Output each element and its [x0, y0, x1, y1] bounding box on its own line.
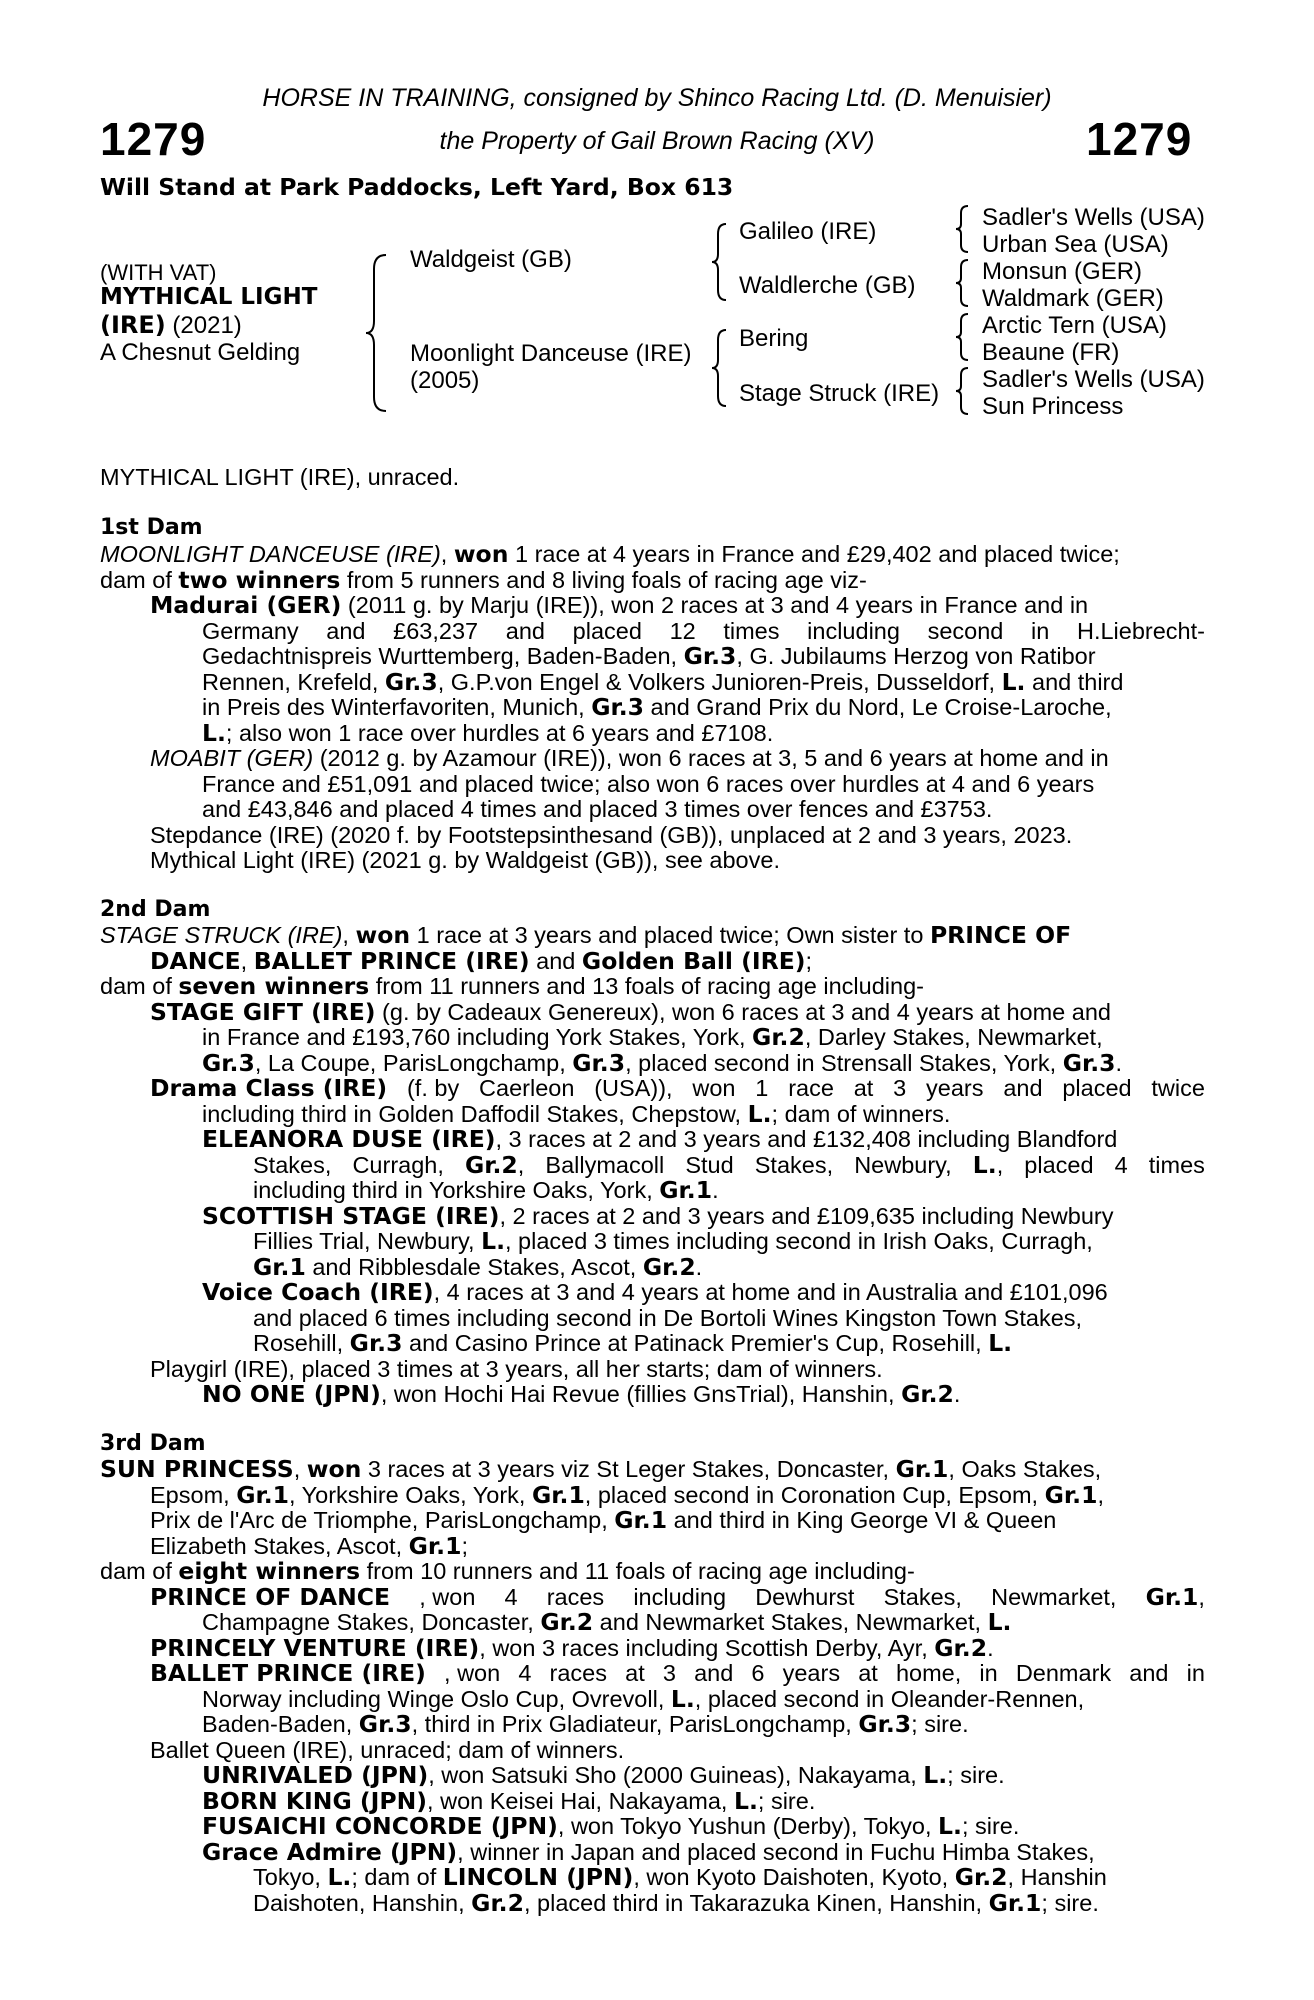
sire-dam: Waldlerche (GB)	[739, 272, 916, 299]
text-line: Playgirl (IRE), placed 3 times at 3 years, all her starts; dam of winners.	[150, 1356, 883, 1382]
text-line: France and £51,091 and placed twice; also won 6 races over hurdles at 4 and 6 years	[202, 771, 1095, 797]
text-line: Rosehill, Gr.3 and Casino Prince at Patinack Premier's Cup, Rosehill, L.	[253, 1329, 1013, 1357]
gg-7: Sadler's Wells (USA)	[982, 366, 1205, 393]
gg-1: Sadler's Wells (USA)	[982, 204, 1205, 231]
horse-description: A Chesnut Gelding	[100, 339, 301, 366]
gg-6: Beaune (FR)	[982, 339, 1120, 366]
text-line: in France and £193,760 including York Stakes, York, Gr.2, Darley Stakes, Newmarket,	[202, 1023, 1103, 1051]
text-line: Grace Admire (JPN), winner in Japan and placed second in Fuchu Himba Stakes,	[202, 1838, 1095, 1866]
text-line: SCOTTISH STAGE (IRE), 2 races at 2 and 3 years and £109,635 including Newbury	[202, 1202, 1114, 1230]
text-line: Champagne Stakes, Doncaster, Gr.2 and Newmarket Stakes, Newmarket, L.	[202, 1608, 1012, 1636]
text-line: BORN KING (JPN), won Keisei Hai, Nakayama, L.; sire.	[202, 1787, 816, 1815]
gg-8: Sun Princess	[982, 393, 1124, 420]
dam-sire: Bering	[739, 325, 809, 352]
horse-country: (IRE)	[100, 311, 166, 339]
sire-dam-brace	[366, 253, 390, 413]
text-line: in Preis des Winterfavoriten, Munich, Gr.3 and Grand Prix du Nord, Le Croise-Laroche,	[202, 693, 1112, 721]
text-line: BALLET PRINCE (IRE) , won 4 races at 3 and 6 years at home, in Denmark and in	[150, 1659, 1205, 1687]
sire-sire: Galileo (IRE)	[739, 218, 877, 245]
text-line: Stakes, Curragh, Gr.2, Ballymacoll Stud Stakes, Newbury, L., placed 4 times	[253, 1151, 1205, 1179]
gg-3: Monsun (GER)	[982, 258, 1143, 285]
text-line: Rennen, Krefeld, Gr.3, G.P.von Engel & Volkers Junioren-Preis, Dusseldorf, L. and third	[202, 668, 1124, 696]
g-brace-4	[956, 366, 970, 416]
dam-year: (2005)	[410, 367, 480, 394]
stand-location: Will Stand at Park Paddocks, Left Yard, Box 613	[100, 173, 734, 201]
text-line: Voice Coach (IRE), 4 races at 3 and 4 years at home and in Australia and £101,096	[202, 1278, 1108, 1306]
g-brace-1	[956, 204, 970, 254]
text-line: dam of seven winners from 11 runners and 13 foals of racing age including-	[100, 972, 924, 1000]
text-line: Drama Class (IRE) (f. by Caerleon (USA)), won 1 race at 3 years and placed twice	[150, 1074, 1205, 1102]
g-brace-3	[956, 312, 970, 362]
text-line: Tokyo, L.; dam of LINCOLN (JPN), won Kyoto Daishoten, Kyoto, Gr.2, Hanshin	[253, 1863, 1107, 1891]
property-line: the Property of Gail Brown Racing (XV)	[439, 127, 875, 155]
section-heading: 3rd Dam	[100, 1431, 206, 1456]
consignor-line: HORSE IN TRAINING, consigned by Shinco Racing Ltd. (D. Menuisier)	[262, 84, 1052, 112]
text-line: Stepdance (IRE) (2020 f. by Footstepsinthesand (GB)), unplaced at 2 and 3 years, 2023.	[150, 822, 1073, 848]
text-line: Fillies Trial, Newbury, L., placed 3 times including second in Irish Oaks, Curragh,	[253, 1227, 1093, 1255]
text-line: and £43,846 and placed 4 times and placed 3 times over fences and £3753.	[202, 796, 993, 822]
dam-dam: Stage Struck (IRE)	[739, 380, 940, 407]
sire-parents-brace	[712, 222, 730, 302]
text-line: Mythical Light (IRE) (2021 g. by Waldgeist (GB)), see above.	[150, 847, 780, 873]
lot-number-left: 1279	[100, 113, 207, 165]
text-line: dam of two winners from 5 runners and 8 living foals of racing age viz-	[100, 566, 867, 594]
text-line: Ballet Queen (IRE), unraced; dam of winners.	[150, 1737, 625, 1763]
text-line: NO ONE (JPN), won Hochi Hai Revue (fillies GnsTrial), Hanshin, Gr.2.	[202, 1380, 961, 1408]
vat-label: (WITH VAT)	[100, 260, 217, 285]
text-line: Elizabeth Stakes, Ascot, Gr.1;	[150, 1532, 468, 1560]
text-line: ELEANORA DUSE (IRE), 3 races at 2 and 3 years and £132,408 including Blandford	[202, 1125, 1118, 1153]
dam-parents-brace	[712, 328, 730, 408]
text-line: Baden-Baden, Gr.3, third in Prix Gladiateur, ParisLongchamp, Gr.3; sire.	[202, 1710, 969, 1738]
text-line: MOONLIGHT DANCEUSE (IRE), won 1 race at 4 years in France and £29,402 and placed twice;	[100, 540, 1120, 568]
text-line: including third in Yorkshire Oaks, York, Gr.1.	[253, 1176, 719, 1204]
lot-number-right: 1279	[1086, 113, 1193, 165]
horse-name: MYTHICAL LIGHT	[100, 284, 318, 310]
text-line: including third in Golden Daffodil Stakes, Chepstow, L.; dam of winners.	[202, 1100, 951, 1128]
gg-2: Urban Sea (USA)	[982, 231, 1169, 258]
horse-name-suffix	[100, 311, 242, 340]
text-line: Germany and £63,237 and placed 12 times including second in H.Liebrecht-	[202, 618, 1205, 644]
text-line: STAGE STRUCK (IRE), won 1 race at 3 years and placed twice; Own sister to PRINCE OF	[100, 921, 1072, 949]
text-line: Gr.3, La Coupe, ParisLongchamp, Gr.3, placed second in Strensall Stakes, York, Gr.3.	[202, 1049, 1123, 1077]
text-line: and placed 6 times including second in De Bortoli Wines Kingston Town Stakes,	[253, 1305, 1083, 1331]
dam: Moonlight Danceuse (IRE)	[410, 340, 692, 367]
horse-summary: MYTHICAL LIGHT (IRE), unraced.	[100, 464, 460, 490]
text-line: STAGE GIFT (IRE) (g. by Cadeaux Genereux), won 6 races at 3 and 4 years at home and	[150, 998, 1111, 1026]
text-line: MOABIT (GER) (2012 g. by Azamour (IRE)), won 6 races at 3, 5 and 6 years at home and in	[150, 745, 1109, 771]
text-line: L.; also won 1 race over hurdles at 6 years and £7108.	[202, 719, 774, 747]
section-heading: 1st Dam	[100, 515, 203, 540]
text-line: UNRIVALED (JPN), won Satsuki Sho (2000 Guineas), Nakayama, L.; sire.	[202, 1761, 1005, 1789]
text-line: Norway including Winge Oslo Cup, Ovrevoll, L., placed second in Oleander-Rennen,	[202, 1685, 1085, 1713]
text-line: Gedachtnispreis Wurttemberg, Baden-Baden, Gr.3, G. Jubilaums Herzog von Ratibor	[202, 642, 1096, 670]
section-heading: 2nd Dam	[100, 897, 211, 922]
text-line: PRINCELY VENTURE (IRE), won 3 races including Scottish Derby, Ayr, Gr.2.	[150, 1634, 994, 1662]
text-line: Gr.1 and Ribblesdale Stakes, Ascot, Gr.2.	[253, 1253, 703, 1281]
gg-4: Waldmark (GER)	[982, 285, 1164, 312]
text-line: PRINCE OF DANCE , won 4 races including Dewhurst Stakes, Newmarket, Gr.1,	[150, 1583, 1205, 1611]
text-line: Prix de l'Arc de Triomphe, ParisLongchamp, Gr.1 and third in King George VI & Queen	[150, 1506, 1057, 1534]
horse-year: (2021)	[172, 312, 242, 339]
text-line: Epsom, Gr.1, Yorkshire Oaks, York, Gr.1, placed second in Coronation Cup, Epsom, Gr.1,	[150, 1481, 1104, 1509]
text-line: FUSAICHI CONCORDE (JPN), won Tokyo Yushun (Derby), Tokyo, L.; sire.	[202, 1812, 1020, 1840]
sire: Waldgeist (GB)	[410, 246, 572, 273]
text-line: Madurai (GER) (2011 g. by Marju (IRE)), won 2 races at 3 and 4 years in France and in	[150, 591, 1089, 619]
text-line: Daishoten, Hanshin, Gr.2, placed third in Takarazuka Kinen, Hanshin, Gr.1; sire.	[253, 1889, 1099, 1917]
text-line: DANCE, BALLET PRINCE (IRE) and Golden Ball (IRE);	[150, 947, 813, 975]
text-line: SUN PRINCESS, won 3 races at 3 years viz St Leger Stakes, Doncaster, Gr.1, Oaks Stakes,	[100, 1455, 1102, 1483]
text-line: dam of eight winners from 10 runners and 11 foals of racing age including-	[100, 1557, 915, 1585]
g-brace-2	[956, 258, 970, 308]
gg-5: Arctic Tern (USA)	[982, 312, 1167, 339]
